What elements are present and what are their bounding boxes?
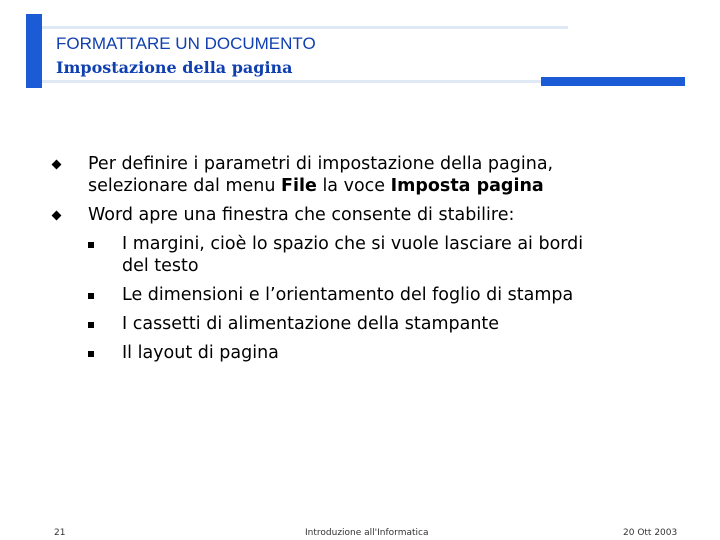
- square-bullet-icon: [88, 322, 94, 328]
- sub-bullet-text: I cassetti di alimentazione della stampante: [122, 314, 500, 334]
- sub-bullet-item: [50, 230, 680, 277]
- bullet-item: [50, 150, 680, 197]
- page-number: 21: [54, 528, 66, 538]
- slide-title: FORMATTARE UN DOCUMENTO: [56, 34, 316, 53]
- sub-bullet-item: [50, 339, 680, 368]
- sub-bullet-text: Le dimensioni e l’orientamento del foglio di stampa: [122, 285, 574, 305]
- sub-bullet-text-line2: del testo: [122, 256, 199, 276]
- bullet-text-line2: [88, 175, 680, 197]
- accent-block: [541, 77, 685, 86]
- header-top-rule: [42, 26, 568, 29]
- diamond-bullet-icon: [52, 160, 62, 170]
- diamond-bullet-icon: [52, 211, 62, 221]
- sub-bullet-text: I margini, cioè lo spazio che si vuole lasciare ai bordi: [122, 234, 584, 254]
- slide-subtitle: Impostazione della pagina: [56, 58, 293, 77]
- square-bullet-icon: [88, 293, 94, 299]
- accent-bar: [26, 14, 42, 88]
- bullet-text: selezionare dal menu: [88, 176, 282, 196]
- menu-item-name: Imposta pagina: [390, 176, 544, 196]
- sub-bullet-text: Il layout di pagina: [122, 343, 279, 363]
- sub-bullet-item: [50, 310, 680, 339]
- square-bullet-icon: [88, 242, 94, 248]
- bullet-text: Word apre una finestra che consente di stabilire:: [88, 205, 515, 225]
- slide-content: [50, 150, 680, 368]
- footer-course: Introduzione all'Informatica: [305, 528, 429, 538]
- square-bullet-icon: [88, 351, 94, 357]
- header-bottom-rule: [42, 80, 542, 83]
- bullet-text: Per definire i parametri di impostazione della pagina,: [88, 154, 554, 174]
- footer-date: 20 Ott 2003: [623, 528, 678, 538]
- menu-name: File: [281, 176, 317, 196]
- bullet-item: [50, 201, 680, 230]
- sub-bullet-item: [50, 281, 680, 310]
- bullet-text: la voce: [316, 176, 391, 196]
